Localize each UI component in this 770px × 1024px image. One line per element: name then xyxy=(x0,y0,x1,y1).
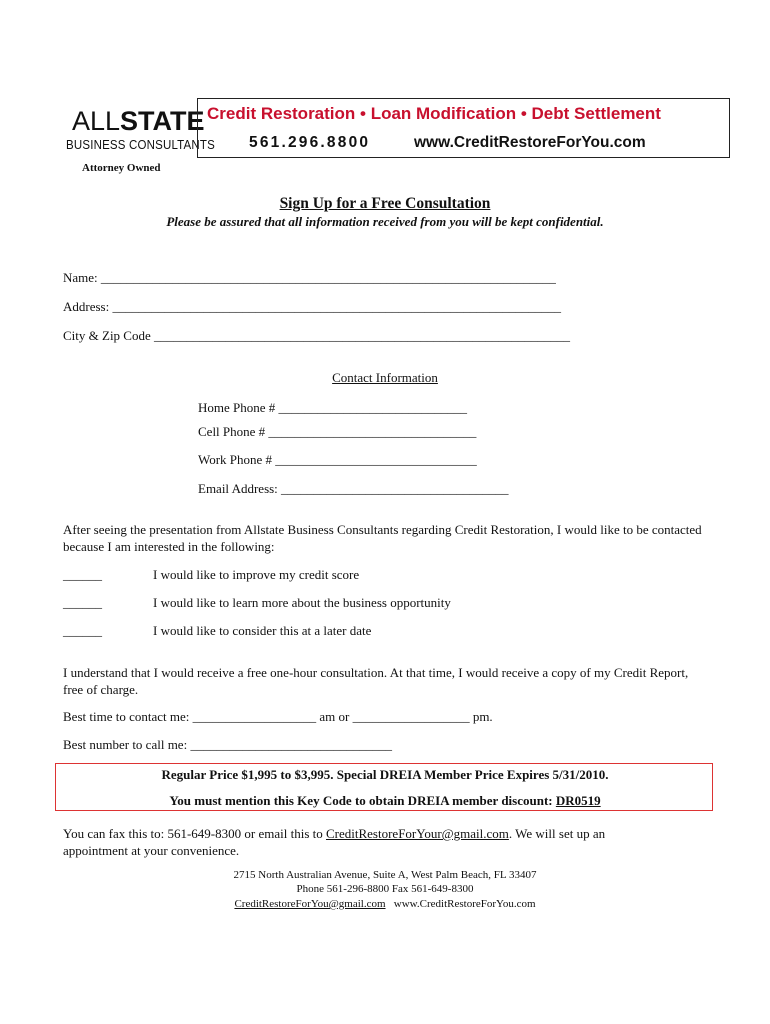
option-label: I would like to learn more about the business opportunity xyxy=(153,595,451,610)
fax-suffix: . We will set up an xyxy=(508,826,606,841)
form-subtitle: Please be assured that all information received from you will be kept confidential. xyxy=(166,214,604,229)
form-title: Sign Up for a Free Consultation xyxy=(279,195,491,212)
interest-paragraph: After seeing the presentation from Allstate Business Consultants regarding Credit Restoration, I would like to be contacted because I am interested in the following: xyxy=(63,522,702,554)
best-time-field[interactable]: Best time to contact me: ___________________ am or __________________ pm. xyxy=(63,709,493,724)
fax-email-link[interactable]: CreditRestoreForYour@gmail.com xyxy=(326,826,509,841)
cell-phone-field[interactable]: Cell Phone # ________________________________ xyxy=(198,424,477,439)
company-logo xyxy=(72,106,205,136)
option-blank[interactable]: ______ xyxy=(63,567,102,582)
footer-contact xyxy=(0,897,770,911)
fax-paragraph xyxy=(63,825,723,842)
services-line: Credit Restoration • Loan Modification • Debt Settlement xyxy=(207,104,661,123)
option-blank[interactable]: ______ xyxy=(63,623,102,638)
name-field[interactable]: Name: ______________________________________________________________________ xyxy=(63,270,556,285)
logo-all-text: ALL xyxy=(72,106,121,136)
contact-info-heading: Contact Information xyxy=(332,370,438,385)
fax-prefix: You can fax this to: 561-649-8300 or email this to xyxy=(63,826,326,841)
consultation-paragraph: I understand that I would receive a free one-hour consultation. At that time, I would receive a copy of my Credit Report, free of charge. xyxy=(63,665,689,697)
key-code-prefix: You must mention this Key Code to obtain DREIA member discount: xyxy=(169,793,556,808)
city-zip-field[interactable]: City & Zip Code ________________________________________________________________ xyxy=(63,328,570,343)
fax-paragraph-line2: appointment at your convenience. xyxy=(63,843,240,858)
best-number-field[interactable]: Best number to call me: _______________________________ xyxy=(63,737,392,752)
option-label: I would like to improve my credit score xyxy=(153,567,360,582)
footer-website[interactable]: www.CreditRestoreForYou.com xyxy=(393,898,536,910)
footer-email-link[interactable]: CreditRestoreForYou@gmail.com xyxy=(234,898,386,910)
header-website: www.CreditRestoreForYou.com xyxy=(414,134,646,151)
work-phone-field[interactable]: Work Phone # _______________________________ xyxy=(198,452,477,467)
footer-address: 2715 North Australian Avenue, Suite A, West Palm Beach, FL 33407 xyxy=(233,869,537,881)
home-phone-field[interactable]: Home Phone # _____________________________ xyxy=(198,400,468,415)
logo-subtitle: BUSINESS CONSULTANTS xyxy=(66,138,215,152)
header-phone: 561.296.8800 xyxy=(249,134,371,151)
footer-phones: Phone 561-296-8800 Fax 561-649-8300 xyxy=(296,883,474,895)
price-line: Regular Price $1,995 to $3,995. Special DREIA Member Price Expires 5/31/2010. xyxy=(161,767,609,782)
address-field[interactable]: Address: _____________________________________________________________________ xyxy=(63,299,561,314)
key-code-line xyxy=(0,793,770,809)
key-code: DR0519 xyxy=(555,793,601,808)
option-blank[interactable]: ______ xyxy=(63,595,102,610)
option-label: I would like to consider this at a later date xyxy=(153,623,372,638)
email-field[interactable]: Email Address: ___________________________________ xyxy=(198,481,509,496)
attorney-owned-label: Attorney Owned xyxy=(82,162,161,174)
logo-state-text: STATE xyxy=(120,106,205,136)
